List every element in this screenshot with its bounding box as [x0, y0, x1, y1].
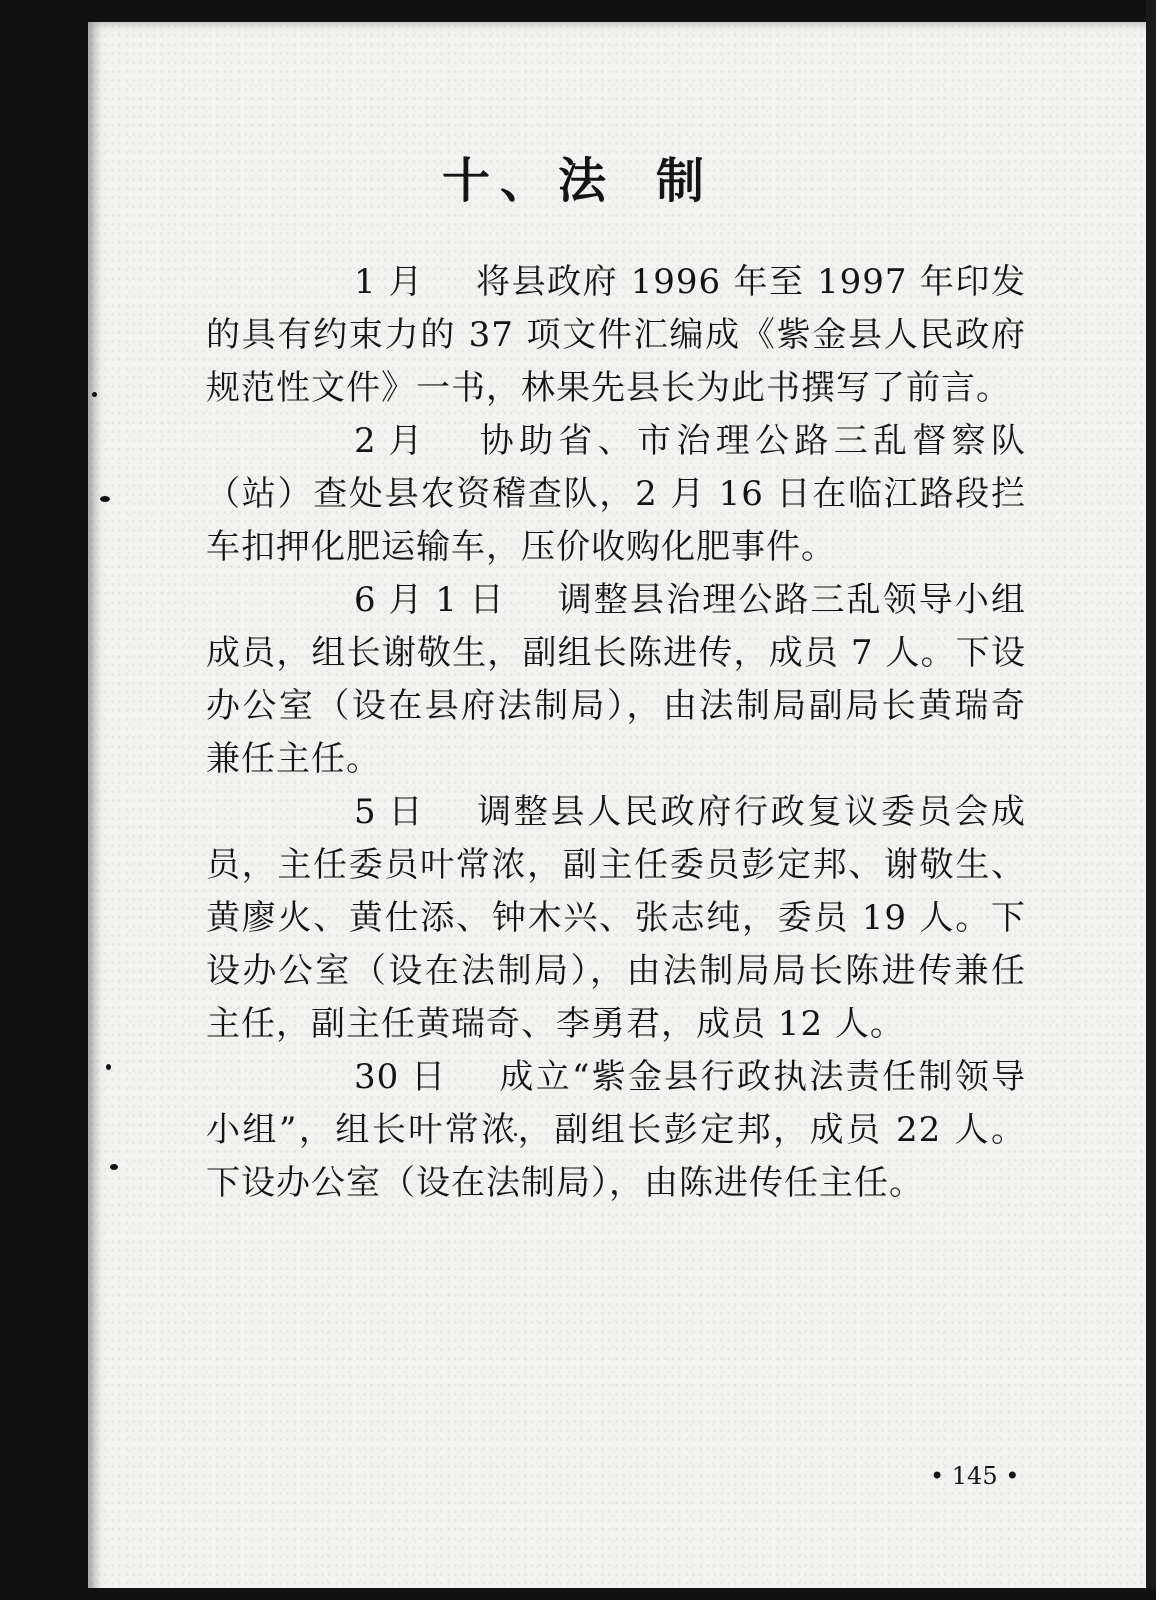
scan-speck: [100, 496, 110, 502]
chronicle-entry: [206, 786, 1026, 1051]
entry-date: 5 日: [354, 792, 424, 832]
section-title-word: 制: [656, 153, 715, 209]
entry-text: 成立“紫金县行政执法责任制领导小组”，组长叶常浓，副组长彭定邦，成员 22 人。下设办公室（设在法制局），由陈进传任主任。: [206, 1057, 1026, 1203]
chronicle-entry: [206, 574, 1026, 786]
chronicle-entry: [206, 256, 1026, 415]
scan-speck: [106, 1064, 111, 1070]
entry-date: 6 月 1 日: [354, 580, 505, 620]
scan-speck: [110, 1164, 118, 1170]
page-number: • 145 •: [930, 1462, 1020, 1490]
entry-text: 调整县人民政府行政复议委员会成员，主任委员叶常浓，副主任委员彭定邦、谢敬生、黄廖火、黄仕添、钟木兴、张志纯，委员 19 人。下设办公室（设在法制局），由法制局局长陈进传兼任主任，副主任黄瑞奇、李勇君，成员 12 人。: [206, 792, 1026, 1044]
chronicle-entry: [206, 415, 1026, 574]
scan-edge-right: [1146, 0, 1156, 1600]
entry-date: 2 月: [354, 421, 424, 461]
entry-date: 30 日: [354, 1057, 447, 1097]
section-title-prefix: 十、法: [441, 153, 616, 209]
scan-edge-bottom: [88, 1588, 1156, 1600]
chronicle-body: [206, 256, 1026, 1210]
entry-date: 1 月: [354, 262, 424, 302]
chronicle-entry: [206, 1051, 1026, 1210]
entry-text: 调整县治理公路三乱领导小组成员，组长谢敬生，副组长陈进传，成员 7 人。下设办公室（设在县府法制局），由法制局副局长黄瑞奇兼任主任。: [206, 580, 1026, 779]
scan-speck: [92, 392, 97, 397]
entry-text: 将县政府 1996 年至 1997 年印发的具有约束力的 37 项文件汇编成《紫金县人民政府规范性文件》一书，林果先县长为此书撰写了前言。: [206, 262, 1026, 408]
section-title: [0, 142, 1156, 211]
entry-text: 协助省、市治理公路三乱督察队（站）查处县农资稽查队，2 月 16 日在临江路段拦车扣押化肥运输车，压价收购化肥事件。: [206, 421, 1026, 567]
